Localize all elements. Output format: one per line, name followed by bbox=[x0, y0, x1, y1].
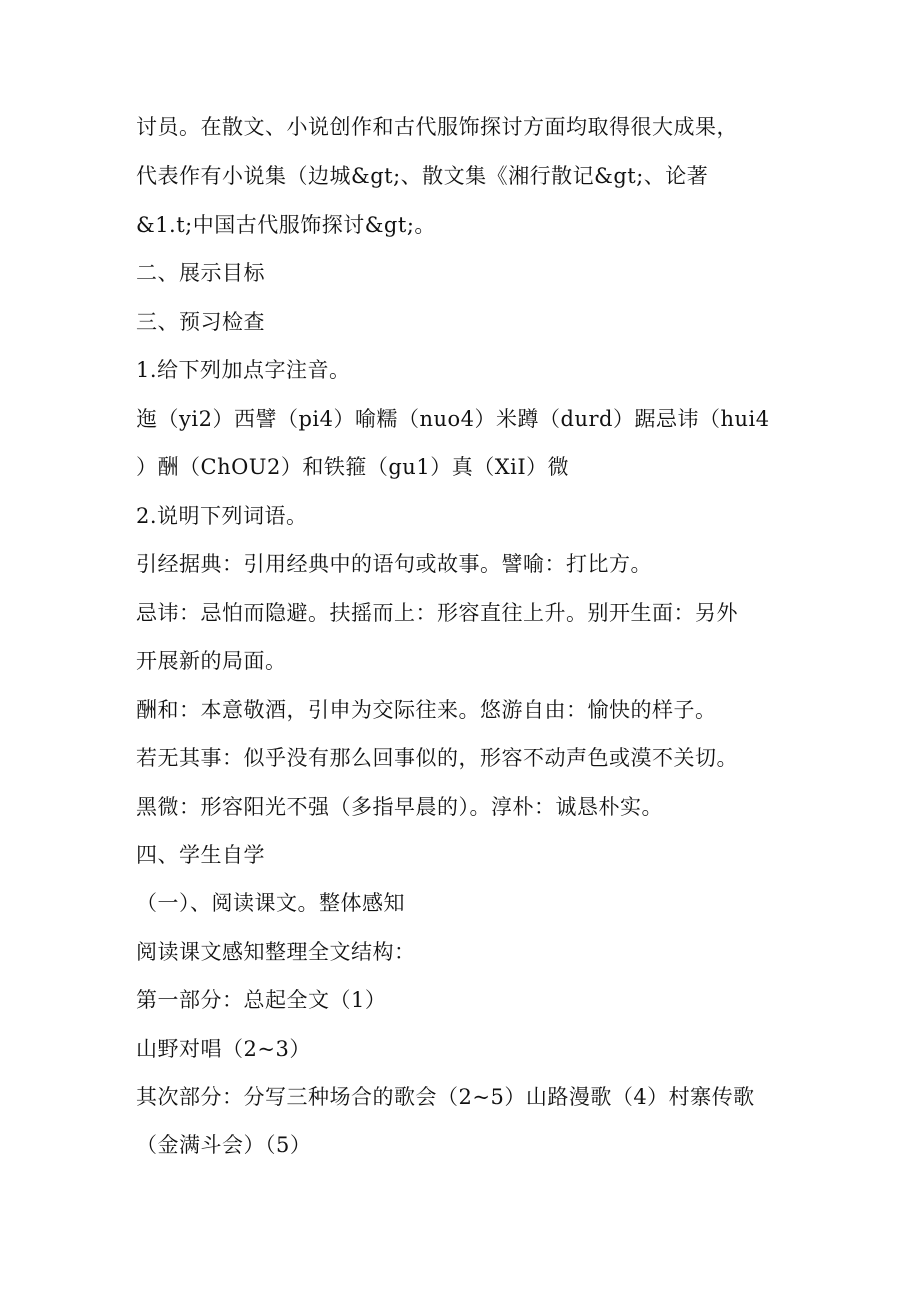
subsection-heading: （一）、阅读课文。整体感知 bbox=[136, 891, 405, 915]
text-line: ）酬（ChOU2）和铁箍（gu1）真（XiI）微 bbox=[136, 455, 570, 479]
section-heading: 四、学生自学 bbox=[136, 843, 265, 867]
subsection-heading: 1.给下列加点字注音。 bbox=[136, 358, 351, 382]
text-line: 山野对唱（2~3） bbox=[136, 1037, 311, 1061]
text-line: 若无其事：似乎没有那么回事似的，形容不动声色或漠不关切。 bbox=[136, 746, 738, 770]
text-line: &1.t;中国古代服饰探讨&gt;。 bbox=[136, 213, 436, 237]
section-heading: 三、预习检查 bbox=[136, 310, 265, 334]
text-line: （金满斗会）（5） bbox=[136, 1133, 312, 1157]
text-line: 酬和：本意敬酒，引申为交际往来。悠游自由：愉快的样子。 bbox=[136, 698, 717, 722]
text-line: 阅读课文感知整理全文结构： bbox=[136, 940, 416, 964]
text-line: 黑微：形容阳光不强（多指早晨的）。淳朴：诚恳朴实。 bbox=[136, 795, 663, 819]
text-line: 迤（yi2）西譬（pi4）喻糯（nuo4）米蹲（durd）踞忌讳（hui4 bbox=[136, 407, 770, 431]
subsection-heading: 2.说明下列词语。 bbox=[136, 504, 308, 528]
text-line: 开展新的局面。 bbox=[136, 649, 287, 673]
text-line: 忌讳：忌怕而隐避。扶摇而上：形容直往上升。别开生面：另外 bbox=[136, 601, 738, 625]
text-line: 其次部分：分写三种场合的歌会（2~5）山路漫歌（4）村寨传歌 bbox=[136, 1085, 755, 1109]
text-line: 引经据典：引用经典中的语句或故事。譬喻：打比方。 bbox=[136, 552, 652, 576]
section-heading: 二、展示目标 bbox=[136, 261, 265, 285]
text-line: 讨员。在散文、小说创作和古代服饰探讨方面均取得很大成果， bbox=[136, 115, 738, 139]
text-line: 第一部分：总起全文（1） bbox=[136, 988, 387, 1012]
text-line: 代表作有小说集（边城&gt;、散文集《湘行散记&gt;、论著 bbox=[136, 164, 709, 188]
